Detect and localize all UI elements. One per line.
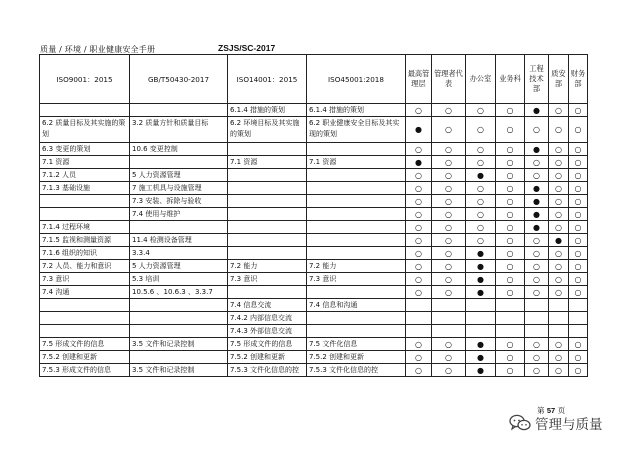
col-header: ISO45001:2018 [307, 55, 406, 104]
related-responsibility-mark: ○ [496, 286, 525, 299]
table-row [40, 286, 588, 299]
clause-cell: 7.5 形成文件的信息 [228, 338, 307, 351]
related-responsibility-mark: ○ [432, 143, 466, 156]
clause-cell: 5 人力资源管理 [130, 260, 228, 273]
clause-cell: 7.2 人员、能力和意识 [40, 260, 130, 273]
related-responsibility-mark: ○ [569, 117, 588, 143]
related-responsibility-mark: ○ [466, 143, 496, 156]
clause-cell [130, 325, 228, 338]
empty-cell [549, 299, 569, 312]
related-responsibility-mark: ○ [549, 351, 569, 364]
table-row [40, 117, 588, 143]
related-responsibility-mark: ○ [569, 247, 588, 260]
related-responsibility-mark: ○ [549, 221, 569, 234]
table-row [40, 273, 588, 286]
related-responsibility-mark: ○ [525, 338, 549, 351]
related-responsibility-mark: ○ [432, 247, 466, 260]
related-responsibility-mark: ○ [432, 208, 466, 221]
related-responsibility-mark: ○ [432, 364, 466, 377]
related-responsibility-mark: ○ [496, 364, 525, 377]
related-responsibility-mark: ○ [406, 208, 432, 221]
clause-cell: 3.2 质量方针和质量目标 [130, 117, 228, 143]
clause-cell: 7.1.5 监视和测量资源 [40, 234, 130, 247]
col-header: 办公室 [466, 55, 496, 104]
related-responsibility-mark: ○ [406, 169, 432, 182]
clause-cell: 6.2 环境目标及其实施的策划 [228, 117, 307, 143]
related-responsibility-mark: ○ [496, 273, 525, 286]
clause-cell: 7.5.2 创建和更新 [40, 351, 130, 364]
related-responsibility-mark: ○ [496, 260, 525, 273]
related-responsibility-mark: ○ [466, 182, 496, 195]
clause-cell: 5 人力资源管理 [130, 169, 228, 182]
related-responsibility-mark: ○ [466, 156, 496, 169]
primary-responsibility-mark: ● [525, 182, 549, 195]
related-responsibility-mark: ○ [549, 364, 569, 377]
related-responsibility-mark: ○ [432, 221, 466, 234]
related-responsibility-mark: ○ [432, 182, 466, 195]
related-responsibility-mark: ○ [466, 195, 496, 208]
primary-responsibility-mark: ● [525, 104, 549, 117]
clause-cell: 7.1 资源 [307, 156, 406, 169]
primary-responsibility-mark: ● [466, 169, 496, 182]
table-row [40, 260, 588, 273]
empty-cell [406, 312, 432, 325]
related-responsibility-mark: ○ [549, 117, 569, 143]
related-responsibility-mark: ○ [569, 221, 588, 234]
table-row [40, 104, 588, 117]
clause-cell [40, 325, 130, 338]
primary-responsibility-mark: ● [466, 273, 496, 286]
related-responsibility-mark: ○ [569, 195, 588, 208]
related-responsibility-mark: ○ [406, 182, 432, 195]
primary-responsibility-mark: ● [466, 364, 496, 377]
related-responsibility-mark: ○ [569, 156, 588, 169]
clause-cell: 7.5.2 创建和更新 [228, 351, 307, 364]
clause-cell: 7.1.2 人员 [40, 169, 130, 182]
clause-cell: 7.5 形成文件的信息 [40, 338, 130, 351]
clause-cell [307, 325, 406, 338]
related-responsibility-mark: ○ [406, 221, 432, 234]
col-header: 业务科 [496, 55, 525, 104]
empty-cell [569, 299, 588, 312]
clause-cell [130, 221, 228, 234]
related-responsibility-mark: ○ [406, 195, 432, 208]
related-responsibility-mark: ○ [525, 364, 549, 377]
clause-cell [307, 234, 406, 247]
matrix-body [40, 104, 588, 377]
related-responsibility-mark: ○ [496, 234, 525, 247]
table-row [40, 351, 588, 364]
related-responsibility-mark: ○ [496, 143, 525, 156]
related-responsibility-mark: ○ [466, 208, 496, 221]
clause-cell: 7.5.3 文件化信息的控 [228, 364, 307, 377]
related-responsibility-mark: ○ [549, 143, 569, 156]
responsibility-matrix [39, 54, 588, 377]
table-row [40, 234, 588, 247]
clause-cell: 7.1 资源 [228, 156, 307, 169]
related-responsibility-mark: ○ [525, 351, 549, 364]
related-responsibility-mark: ○ [406, 234, 432, 247]
primary-responsibility-mark: ● [406, 156, 432, 169]
empty-cell [432, 325, 466, 338]
clause-cell: 7.5.3 文件化信息的控 [307, 364, 406, 377]
related-responsibility-mark: ○ [406, 338, 432, 351]
page-number: 第 57 页 [537, 406, 566, 415]
related-responsibility-mark: ○ [432, 104, 466, 117]
related-responsibility-mark: ○ [432, 156, 466, 169]
related-responsibility-mark: ○ [432, 234, 466, 247]
empty-cell [525, 325, 549, 338]
primary-responsibility-mark: ● [466, 247, 496, 260]
empty-cell [549, 312, 569, 325]
related-responsibility-mark: ○ [496, 247, 525, 260]
related-responsibility-mark: ○ [549, 169, 569, 182]
related-responsibility-mark: ○ [496, 195, 525, 208]
related-responsibility-mark: ○ [525, 234, 549, 247]
related-responsibility-mark: ○ [432, 338, 466, 351]
primary-responsibility-mark: ● [466, 338, 496, 351]
clause-cell: 7.2 能力 [307, 260, 406, 273]
col-header: 最高管理层 [406, 55, 432, 104]
related-responsibility-mark: ○ [432, 260, 466, 273]
related-responsibility-mark: ○ [406, 260, 432, 273]
clause-cell [228, 221, 307, 234]
clause-cell: 5.3 培训 [130, 273, 228, 286]
clause-cell [228, 247, 307, 260]
clause-cell: 7.3 安装、拆除与验收 [130, 195, 228, 208]
empty-cell [466, 325, 496, 338]
empty-cell [525, 299, 549, 312]
related-responsibility-mark: ○ [525, 117, 549, 143]
empty-cell [466, 312, 496, 325]
clause-cell: 7.1.3 基础设施 [40, 182, 130, 195]
clause-cell [40, 195, 130, 208]
table-row [40, 299, 588, 312]
table-row [40, 325, 588, 338]
clause-cell [228, 182, 307, 195]
clause-cell [307, 182, 406, 195]
clause-cell [228, 286, 307, 299]
clause-cell [130, 351, 228, 364]
clause-cell [40, 208, 130, 221]
related-responsibility-mark: ○ [569, 169, 588, 182]
related-responsibility-mark: ○ [496, 182, 525, 195]
col-header: ISO14001：2015 [228, 55, 307, 104]
clause-cell: 7.5 文件化信息 [307, 338, 406, 351]
related-responsibility-mark: ○ [569, 182, 588, 195]
related-responsibility-mark: ○ [466, 221, 496, 234]
related-responsibility-mark: ○ [406, 273, 432, 286]
related-responsibility-mark: ○ [466, 234, 496, 247]
empty-cell [432, 312, 466, 325]
clause-cell: 7.4 信息交流 [228, 299, 307, 312]
related-responsibility-mark: ○ [496, 351, 525, 364]
col-header: 管理者代表 [432, 55, 466, 104]
related-responsibility-mark: ○ [496, 156, 525, 169]
related-responsibility-mark: ○ [466, 117, 496, 143]
clause-cell [307, 286, 406, 299]
related-responsibility-mark: ○ [432, 286, 466, 299]
clause-cell [307, 247, 406, 260]
primary-responsibility-mark: ● [525, 208, 549, 221]
table-row [40, 143, 588, 156]
col-header: 质安部 [549, 55, 569, 104]
empty-cell [569, 312, 588, 325]
document-code: ZSJS/SC-2017 [218, 43, 276, 53]
table-row [40, 195, 588, 208]
chat-bubbles-icon [509, 414, 531, 432]
primary-responsibility-mark: ● [525, 195, 549, 208]
empty-cell [432, 299, 466, 312]
table-row [40, 156, 588, 169]
empty-cell [496, 299, 525, 312]
related-responsibility-mark: ○ [569, 286, 588, 299]
related-responsibility-mark: ○ [496, 338, 525, 351]
related-responsibility-mark: ○ [569, 273, 588, 286]
clause-cell: 6.2 质量目标及其实施的策划 [40, 117, 130, 143]
empty-cell [569, 325, 588, 338]
clause-cell: 11.4 检测设备管理 [130, 234, 228, 247]
clause-cell [307, 221, 406, 234]
related-responsibility-mark: ○ [406, 286, 432, 299]
related-responsibility-mark: ○ [496, 104, 525, 117]
related-responsibility-mark: ○ [432, 117, 466, 143]
table-row [40, 338, 588, 351]
related-responsibility-mark: ○ [569, 208, 588, 221]
related-responsibility-mark: ○ [466, 104, 496, 117]
clause-cell: 7 施工机具与设施管理 [130, 182, 228, 195]
table-row [40, 182, 588, 195]
clause-cell: 7.1 资源 [40, 156, 130, 169]
clause-cell: 10.6 变更控制 [130, 143, 228, 156]
clause-cell: 7.2 能力 [228, 260, 307, 273]
clause-cell: 10.5.6 、10.6.3 、3.3.7 [130, 286, 228, 299]
empty-cell [466, 299, 496, 312]
related-responsibility-mark: ○ [549, 273, 569, 286]
related-responsibility-mark: ○ [432, 169, 466, 182]
clause-cell: 7.1.6 组织的知识 [40, 247, 130, 260]
clause-cell: 7.3 意识 [40, 273, 130, 286]
clause-cell: 7.4 沟通 [40, 286, 130, 299]
related-responsibility-mark: ○ [406, 364, 432, 377]
clause-cell: 7.5.3 形成文件的信息 [40, 364, 130, 377]
related-responsibility-mark: ○ [496, 208, 525, 221]
related-responsibility-mark: ○ [525, 156, 549, 169]
related-responsibility-mark: ○ [569, 143, 588, 156]
related-responsibility-mark: ○ [569, 351, 588, 364]
clause-cell: 3.5 文件和记录控制 [130, 338, 228, 351]
related-responsibility-mark: ○ [432, 195, 466, 208]
clause-cell: 6.2 职业健康安全目标及其实现的策划 [307, 117, 406, 143]
table-row [40, 221, 588, 234]
clause-cell [307, 169, 406, 182]
related-responsibility-mark: ○ [549, 338, 569, 351]
clause-cell [307, 195, 406, 208]
related-responsibility-mark: ○ [496, 117, 525, 143]
col-header: GB/T50430-2017 [130, 55, 228, 104]
manual-title: 质量 / 环境 / 职业健康安全手册 [40, 45, 156, 54]
clause-cell [228, 169, 307, 182]
empty-cell [406, 299, 432, 312]
related-responsibility-mark: ○ [549, 286, 569, 299]
related-responsibility-mark: ○ [569, 338, 588, 351]
empty-cell [496, 312, 525, 325]
clause-cell [130, 312, 228, 325]
primary-responsibility-mark: ● [549, 234, 569, 247]
col-header: 工程技术部 [525, 55, 549, 104]
related-responsibility-mark: ○ [569, 234, 588, 247]
col-header: ISO9001：2015 [40, 55, 130, 104]
related-responsibility-mark: ○ [549, 208, 569, 221]
related-responsibility-mark: ○ [432, 351, 466, 364]
primary-responsibility-mark: ● [466, 286, 496, 299]
primary-responsibility-mark: ● [525, 221, 549, 234]
related-responsibility-mark: ○ [496, 221, 525, 234]
clause-cell: 7.4.3 外部信息交流 [228, 325, 307, 338]
primary-responsibility-mark: ● [466, 260, 496, 273]
clause-cell [40, 299, 130, 312]
related-responsibility-mark: ○ [549, 247, 569, 260]
related-responsibility-mark: ○ [432, 273, 466, 286]
table-row [40, 312, 588, 325]
header-row [40, 55, 588, 104]
table-row [40, 169, 588, 182]
col-header: 财务部 [569, 55, 588, 104]
related-responsibility-mark: ○ [569, 260, 588, 273]
primary-responsibility-mark: ● [525, 143, 549, 156]
related-responsibility-mark: ○ [406, 143, 432, 156]
clause-cell: 7.1.4 过程环境 [40, 221, 130, 234]
empty-cell [525, 312, 549, 325]
clause-cell: 7.4.2 内部信息交流 [228, 312, 307, 325]
related-responsibility-mark: ○ [525, 273, 549, 286]
empty-cell [496, 325, 525, 338]
related-responsibility-mark: ○ [549, 104, 569, 117]
related-responsibility-mark: ○ [406, 247, 432, 260]
related-responsibility-mark: ○ [496, 169, 525, 182]
clause-cell [307, 208, 406, 221]
related-responsibility-mark: ○ [525, 260, 549, 273]
clause-cell [130, 156, 228, 169]
clause-cell: 6.1.4 措施的策划 [307, 104, 406, 117]
table-row [40, 208, 588, 221]
related-responsibility-mark: ○ [549, 195, 569, 208]
clause-cell [130, 299, 228, 312]
related-responsibility-mark: ○ [406, 351, 432, 364]
clause-cell: 6.3 变更的策划 [40, 143, 130, 156]
related-responsibility-mark: ○ [525, 169, 549, 182]
clause-cell [228, 143, 307, 156]
clause-cell: 7.3 意识 [307, 273, 406, 286]
empty-cell [406, 325, 432, 338]
related-responsibility-mark: ○ [549, 182, 569, 195]
clause-cell [228, 234, 307, 247]
related-responsibility-mark: ○ [525, 286, 549, 299]
related-responsibility-mark: ○ [549, 156, 569, 169]
clause-cell: 6.1.4 措施的策划 [228, 104, 307, 117]
related-responsibility-mark: ○ [406, 104, 432, 117]
empty-cell [549, 325, 569, 338]
primary-responsibility-mark: ● [406, 117, 432, 143]
clause-cell [40, 104, 130, 117]
related-responsibility-mark: ○ [569, 104, 588, 117]
table-row [40, 247, 588, 260]
related-responsibility-mark: ○ [549, 260, 569, 273]
related-responsibility-mark: ○ [569, 364, 588, 377]
clause-cell [307, 143, 406, 156]
clause-cell: 7.5.2 创建和更新 [307, 351, 406, 364]
related-responsibility-mark: ○ [525, 247, 549, 260]
clause-cell: 3.5 文件和记录控制 [130, 364, 228, 377]
clause-cell [228, 208, 307, 221]
clause-cell: 7.3 意识 [228, 273, 307, 286]
primary-responsibility-mark: ● [466, 351, 496, 364]
clause-cell: 7.4 信息和沟通 [307, 299, 406, 312]
clause-cell [307, 312, 406, 325]
table-row [40, 364, 588, 377]
clause-cell: 3.3.4 [130, 247, 228, 260]
clause-cell [40, 312, 130, 325]
clause-cell: 7.4 使用与维护 [130, 208, 228, 221]
clause-cell [130, 104, 228, 117]
watermark [509, 413, 603, 433]
watermark-text: 管理与质量 [535, 417, 603, 433]
clause-cell [228, 195, 307, 208]
